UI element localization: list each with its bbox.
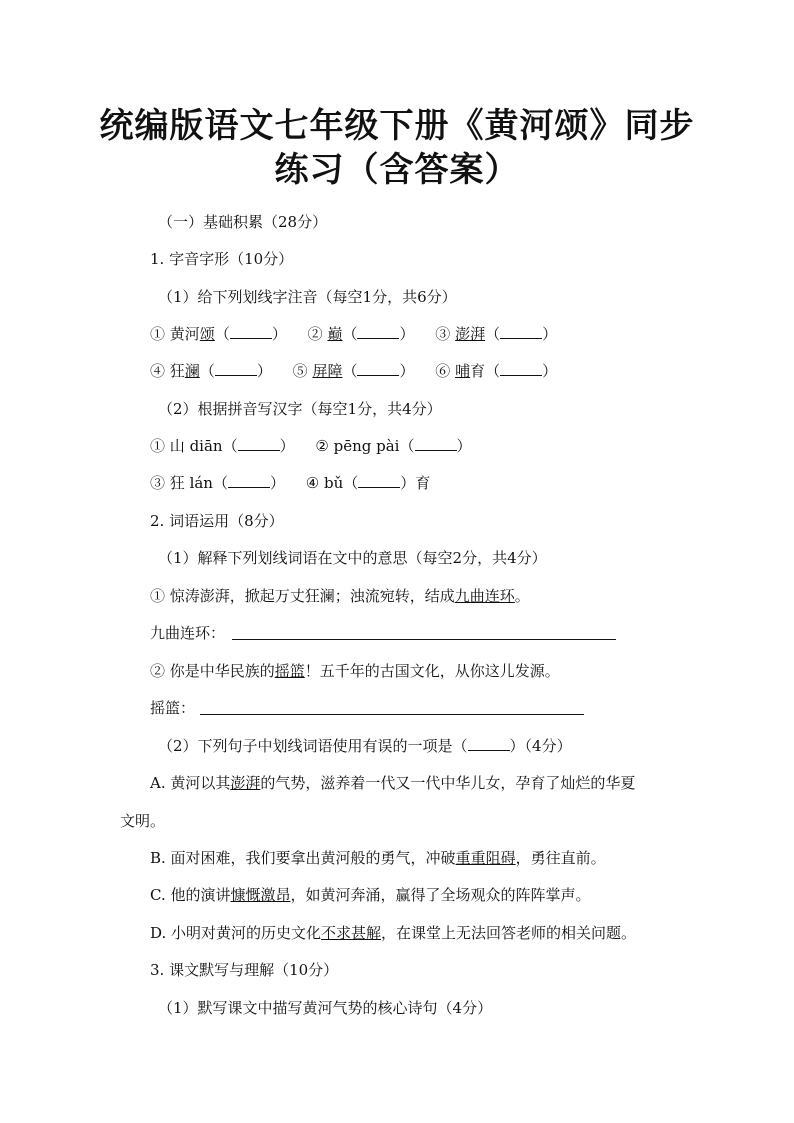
sentence-text: ② 你是中华民族的 [150, 662, 275, 680]
sentence-2 [150, 661, 560, 681]
page-title-line-1: 统编版语文七年级下册《黄河颂》同步 [99, 106, 695, 146]
option-text: A. 黄河以其 [150, 774, 231, 792]
pinyin-text: 狂 lán [169, 474, 213, 492]
item-number: ① [150, 437, 166, 455]
question-3-1-heading: （1）默写课文中描写黄河气势的核心诗句（4分） [158, 999, 493, 1017]
answer-blank[interactable] [415, 436, 457, 451]
answer-blank[interactable] [228, 473, 270, 488]
pinyin-text: bǔ [324, 474, 344, 492]
option-text: ，勇往直前。 [515, 849, 606, 867]
option-d [150, 923, 636, 943]
item-number: ③ [435, 325, 451, 343]
hanzi-row-2: ③ 狂 lán（ ） ④ bǔ（ ）育 [150, 474, 431, 492]
item-number: ② [307, 325, 323, 343]
page-title-line-2: 练习（含答案） [274, 150, 520, 190]
underlined-char: 颂 [199, 325, 215, 343]
question-2-heading: 2. 词语运用（8分） [150, 512, 284, 530]
answer-blank[interactable] [358, 473, 400, 488]
hanzi-row-1: ① 山 diān（ ） ② pēng pài（ ） [150, 437, 472, 455]
question-1-heading: 1. 字音字形（10分） [150, 250, 294, 268]
underlined-phrase: 摇篮 [274, 662, 305, 680]
underlined-phrase: 九曲连环 [454, 587, 515, 605]
item-text: 育 [470, 362, 486, 380]
option-text: C. 他的演讲 [150, 886, 231, 904]
question-1-1-heading: （1）给下列划线字注音（每空1分，共6分） [158, 288, 457, 306]
answer-blank[interactable] [357, 361, 399, 376]
question-2-2-heading [158, 736, 572, 756]
answer-line-1[interactable] [232, 639, 616, 640]
underlined-phrase: 澎湃 [230, 774, 261, 792]
pinyin-text: 山 diān [169, 437, 223, 455]
item-number: ② [315, 437, 329, 455]
sentence-text: ！五千年的古国文化，从你这儿发源。 [304, 662, 560, 680]
underlined-char: 屏障 [312, 362, 343, 380]
item-number: ④ [305, 474, 320, 492]
underlined-phrase: 不求甚解 [321, 924, 382, 942]
option-b [150, 848, 606, 868]
item-number: ③ [150, 474, 166, 492]
underlined-char: 澎湃 [455, 325, 486, 343]
item-number: ① [150, 325, 166, 343]
answer-blank[interactable] [468, 736, 510, 751]
answer-blank[interactable] [357, 324, 399, 339]
question-3-heading: 3. 课文默写与理解（10分） [150, 961, 339, 979]
sentence-text: 。 [514, 587, 530, 605]
item-number: ⑥ [435, 362, 451, 380]
option-a-continued: 文明。 [120, 812, 166, 830]
pinyin-row-1: ① 黄河颂（ ） ② 巅（ ） ③ 澎湃（ ） [150, 325, 558, 343]
option-text: D. 小明对黄河的历史文化 [150, 924, 322, 942]
answer-blank[interactable] [230, 324, 272, 339]
option-text: 的气势，滋养着一代又一代中华儿女，孕育了灿烂的华夏 [260, 774, 636, 792]
option-text: B. 面对困难，我们要拿出黄河般的勇气，冲破 [150, 849, 456, 867]
underlined-phrase: 重重阻碍 [455, 849, 516, 867]
question-text: ）（4分） [509, 737, 572, 755]
option-text: ，如黄河奔涌，赢得了全场观众的阵阵掌声。 [290, 886, 591, 904]
item-text: 黄河 [169, 325, 200, 343]
option-text: ，在课堂上无法回答老师的相关问题。 [381, 924, 637, 942]
question-2-1-heading: （1）解释下列划线词语在文中的意思（每空2分，共4分） [158, 549, 547, 567]
answer-blank[interactable] [238, 436, 280, 451]
option-c [150, 885, 591, 905]
section-heading: （一）基础积累（28分） [158, 213, 328, 231]
option-a [150, 773, 635, 793]
sentence-text: ① 惊涛澎湃，掀起万丈狂澜；浊流宛转，结成 [150, 587, 455, 605]
question-text: （2）下列句子中划线词语使用有误的一项是（ [158, 737, 468, 755]
item-number: ④ [150, 362, 166, 380]
item-text: 狂 [169, 362, 185, 380]
question-1-2-heading: （2）根据拼音写汉字（每空1分，共4分） [158, 400, 442, 418]
answer-line-2[interactable] [200, 714, 584, 715]
underlined-char: 巅 [327, 325, 343, 343]
sentence-1 [150, 586, 530, 606]
underlined-phrase: 慷慨激昂 [230, 886, 291, 904]
underlined-char: 澜 [184, 362, 200, 380]
answer-label-1: 九曲连环： [150, 624, 226, 642]
answer-blank[interactable] [500, 361, 542, 376]
answer-blank[interactable] [215, 361, 257, 376]
item-number: ⑤ [292, 362, 308, 380]
pinyin-row-2: ④ 狂澜（ ） ⑤ 屏障（ ） ⑥ 哺育（ ） [150, 362, 558, 380]
item-text: 育 [415, 474, 431, 492]
underlined-char: 哺 [455, 362, 471, 380]
pinyin-text: pēng pài [333, 437, 400, 455]
answer-label-2: 摇篮： [150, 699, 196, 717]
answer-blank[interactable] [500, 324, 542, 339]
